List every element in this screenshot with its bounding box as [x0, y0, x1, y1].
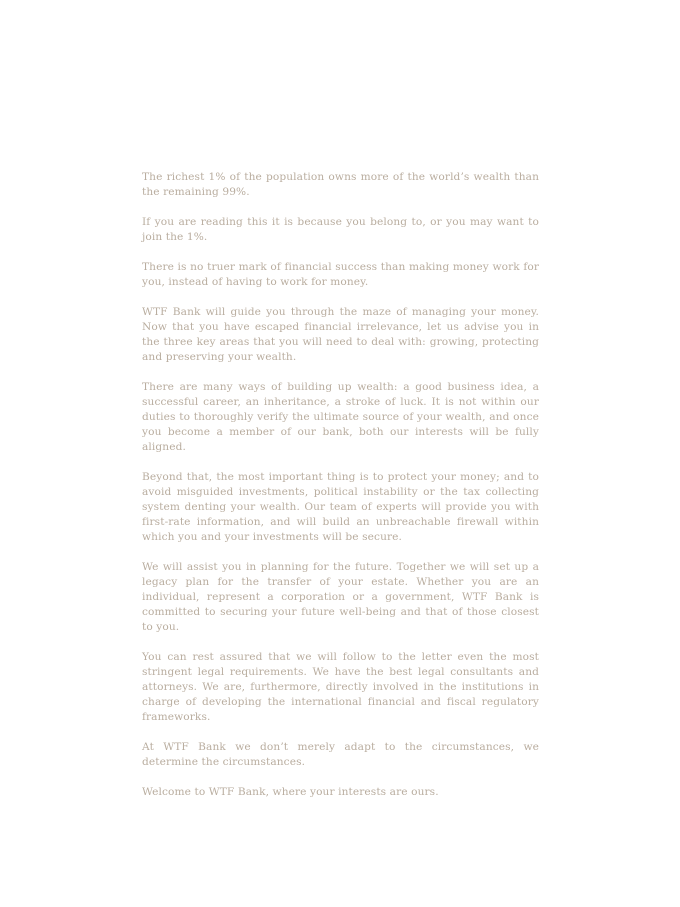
paragraph-legacy-planning: We will assist you in planning for the future. Together we will set up a legacy plan for the transfer of your estate. Whether you are an individual, represent a corporation or a government, WTF Bank is committed to securing your future well-being and that of those closest to you. [142, 561, 539, 633]
paragraph-bank-guidance: WTF Bank will guide you through the maze of managing your money. Now that you have escaped financial irrelevance, let us advise you in the three key areas that you will need to deal with: growing, protecting and preserving your wealth. [142, 306, 539, 363]
paragraph-building-wealth: There are many ways of building up wealth: a good business idea, a successful career, an inheritance, a stroke of luck. It is not within our duties to thoroughly verify the ultimate source of your wealth, and once you become a member of our bank, both our interests will be fully aligned. [142, 381, 539, 453]
paragraph-wealth-statistic: The richest 1% of the population owns more of the world’s wealth than the remaining 99%. [142, 171, 539, 198]
paragraph-protect-money: Beyond that, the most important thing is to protect your money; and to avoid misguided investments, political instability or the tax collecting system denting your wealth. Our team of experts will provide you with first-rate information, and will build an unbreachable firewall within which you and your investments will be secure. [142, 471, 539, 543]
document-body [142, 170, 539, 800]
paragraph-determine-circumstances: At WTF Bank we don’t merely adapt to the circumstances, we determine the circumstances. [142, 741, 539, 768]
paragraph-financial-success: There is no truer mark of financial success than making money work for you, instead of having to work for money. [142, 261, 539, 288]
paragraph-legal-requirements: You can rest assured that we will follow to the letter even the most stringent legal requirements. We have the best legal consultants and attorneys. We are, furthermore, directly involved in the institutions in charge of developing the international financial and fiscal regulatory frameworks. [142, 651, 539, 723]
paragraph-welcome: Welcome to WTF Bank, where your interests are ours. [142, 786, 439, 798]
paragraph-join-the-one-percent: If you are reading this it is because you belong to, or you may want to join the 1%. [142, 216, 539, 243]
